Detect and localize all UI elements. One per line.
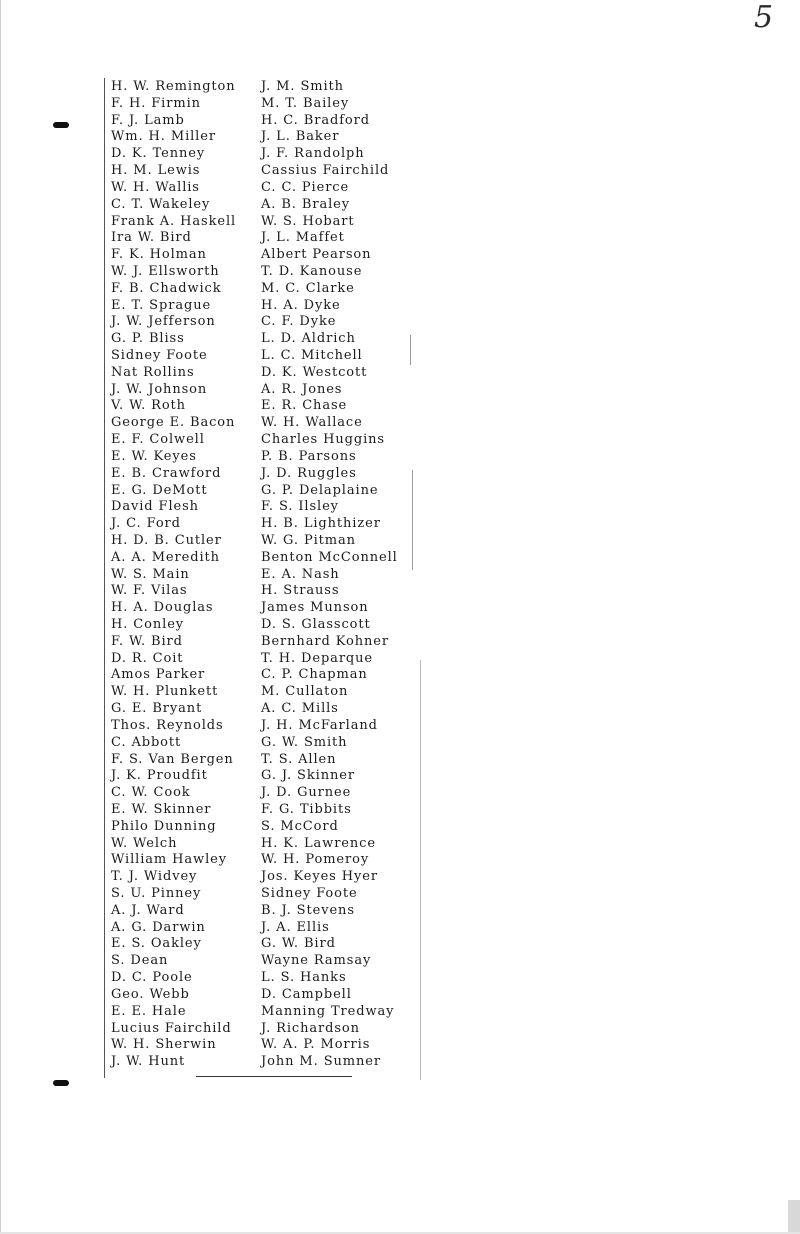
name-entry: E. F. Colwell xyxy=(111,432,205,448)
name-entry: C. W. Cook xyxy=(111,785,191,801)
name-entry: C. T. Wakeley xyxy=(111,196,211,212)
name-entry: W. H. Plunkett xyxy=(111,684,219,700)
name-entry: Cassius Fairchild xyxy=(261,163,390,179)
name-entry: D. K. Westcott xyxy=(261,364,368,380)
name-entry: J. W. Hunt xyxy=(111,1054,186,1070)
name-entry: W. Welch xyxy=(111,835,178,851)
name-entry: G. P. Delaplaine xyxy=(261,482,379,498)
name-entry: W. F. Vilas xyxy=(111,583,188,599)
name-entry: Benton McConnell xyxy=(261,549,398,565)
name-entry: T. D. Kanouse xyxy=(261,263,363,279)
name-entry: E. W. Skinner xyxy=(111,801,212,817)
name-entry: J. F. Randolph xyxy=(261,146,365,162)
name-entry: E. B. Crawford xyxy=(111,465,222,481)
name-entry: H. A. Dyke xyxy=(261,297,341,313)
name-entry: Manning Tredway xyxy=(261,1003,395,1019)
name-entry: G. W. Smith xyxy=(261,734,348,750)
scan-left-edge xyxy=(0,0,1,1234)
name-entry: John M. Sumner xyxy=(261,1054,381,1070)
name-entry: George E. Bacon xyxy=(111,415,236,431)
name-entry: J. M. Smith xyxy=(261,79,344,94)
name-entry: F. H. Firmin xyxy=(111,95,201,111)
name-entry: Bernhard Kohner xyxy=(261,633,389,649)
name-entry: Thos. Reynolds xyxy=(111,717,224,733)
name-entry: Amos Parker xyxy=(111,667,206,683)
name-entry: J. W. Jefferson xyxy=(111,314,216,330)
name-entry: G. W. Bird xyxy=(261,936,336,952)
name-entry: F. B. Chadwick xyxy=(111,280,222,296)
name-entry: D. K. Tenney xyxy=(111,146,206,162)
name-entry: F. S. Ilsley xyxy=(261,499,339,515)
name-entry: J. A. Ellis xyxy=(261,919,330,935)
margin-bullet-mark xyxy=(53,122,69,128)
name-entry: Lucius Fairchild xyxy=(111,1020,232,1036)
scan-corner-shadow xyxy=(788,1200,800,1234)
name-entry: W. S. Main xyxy=(111,566,190,582)
name-entry: W. H. Wallace xyxy=(261,415,363,431)
name-entry: G. P. Bliss xyxy=(111,331,185,347)
name-entry: W. G. Pitman xyxy=(261,532,356,548)
name-entry: J. C. Ford xyxy=(111,516,181,532)
name-entry: W. S. Hobart xyxy=(261,213,355,229)
name-entry: G. J. Skinner xyxy=(261,768,355,784)
name-entry: E. A. Nash xyxy=(261,566,340,582)
name-entry: J. K. Proudfit xyxy=(111,768,208,784)
name-entry: H. C. Bradford xyxy=(261,112,370,128)
name-entry: L. S. Hanks xyxy=(261,970,347,986)
name-entry: L. D. Aldrich xyxy=(261,331,356,347)
name-entry: J. D. Ruggles xyxy=(261,465,357,481)
name-entry: S. U. Pinney xyxy=(111,886,202,901)
name-entry: F. G. Tibbits xyxy=(261,801,352,817)
name-entry: H. Conley xyxy=(111,617,185,632)
name-entry: W. H. Wallis xyxy=(111,179,200,195)
name-entry: J. H. McFarland xyxy=(261,717,378,733)
name-entry: F. S. Van Bergen xyxy=(111,751,234,767)
name-entry: Charles Huggins xyxy=(261,432,385,448)
name-entry: S. McCord xyxy=(261,818,339,834)
name-entry: A. C. Mills xyxy=(261,701,339,717)
name-entry: H. Strauss xyxy=(261,583,340,599)
name-entry: T. J. Widvey xyxy=(111,869,198,885)
name-entry: Ira W. Bird xyxy=(111,230,192,246)
name-entry: C. P. Chapman xyxy=(261,667,368,683)
name-entry: Sidney Foote xyxy=(261,886,358,901)
name-entry: A. J. Ward xyxy=(111,902,185,918)
right-name-column xyxy=(261,79,398,1071)
name-entry: Wm. H. Miller xyxy=(111,129,216,145)
name-entry: Wayne Ramsay xyxy=(261,953,372,969)
name-entry: H. W. Remington xyxy=(111,79,236,94)
name-entry: G. E. Bryant xyxy=(111,701,203,717)
name-entry: A. R. Jones xyxy=(261,381,343,397)
left-column-rule xyxy=(104,78,105,1078)
name-entry: W. H. Sherwin xyxy=(111,1037,217,1053)
name-entry: James Munson xyxy=(261,600,369,616)
name-entry: C. F. Dyke xyxy=(261,314,337,330)
name-entry: T. S. Allen xyxy=(261,751,337,767)
margin-bullet-mark xyxy=(53,1080,69,1086)
name-entry: William Hawley xyxy=(111,852,227,868)
name-entry: Jos. Keyes Hyer xyxy=(261,869,378,885)
right-column-rule xyxy=(420,660,421,1080)
name-entry: V. W. Roth xyxy=(111,398,186,414)
name-entry: F. W. Bird xyxy=(111,633,183,649)
closing-rule xyxy=(196,1076,352,1077)
name-entry: Philo Dunning xyxy=(111,818,217,834)
name-entry: Albert Pearson xyxy=(261,247,372,263)
name-entry: W. H. Pomeroy xyxy=(261,852,370,868)
name-entry: H. B. Lighthizer xyxy=(261,516,381,532)
name-entry: E. S. Oakley xyxy=(111,936,202,952)
name-entry: C. Abbott xyxy=(111,734,182,750)
name-entry: J. D. Gurnee xyxy=(261,785,352,801)
name-entry: A. A. Meredith xyxy=(111,549,220,565)
name-entry: A. B. Braley xyxy=(261,196,350,212)
name-entry: J. Richardson xyxy=(261,1020,360,1036)
name-entry: T. H. Deparque xyxy=(261,650,374,666)
name-entry: Nat Rollins xyxy=(111,364,195,380)
name-entry: M. Cullaton xyxy=(261,684,349,700)
name-entry: H. M. Lewis xyxy=(111,163,201,179)
name-entry: S. Dean xyxy=(111,953,169,969)
name-entry: H. A. Douglas xyxy=(111,600,214,616)
page-number: 5 xyxy=(754,0,774,35)
name-entry: E. W. Keyes xyxy=(111,448,197,464)
name-entry: J. L. Maffet xyxy=(261,230,345,246)
right-column-rule xyxy=(412,470,413,570)
name-entry: C. C. Pierce xyxy=(261,179,350,195)
name-entry: E. R. Chase xyxy=(261,398,348,414)
name-entry: F. K. Holman xyxy=(111,247,207,263)
name-entry: Sidney Foote xyxy=(111,348,208,363)
name-entry: D. S. Glasscott xyxy=(261,617,371,632)
name-entry: Frank A. Haskell xyxy=(111,213,237,229)
name-entry: F. J. Lamb xyxy=(111,112,185,128)
name-entry: J. W. Johnson xyxy=(111,381,208,397)
right-column-rule xyxy=(410,335,411,365)
name-entry: E. G. DeMott xyxy=(111,482,208,498)
left-name-column xyxy=(111,79,236,1071)
name-entry: E. E. Hale xyxy=(111,1003,187,1019)
name-entry: H. D. B. Cutler xyxy=(111,532,222,548)
name-entry: M. T. Bailey xyxy=(261,95,350,111)
name-entry: W. A. P. Morris xyxy=(261,1037,371,1053)
name-entry: Geo. Webb xyxy=(111,986,190,1002)
name-entry: P. B. Parsons xyxy=(261,448,357,464)
name-entry: D. R. Coit xyxy=(111,650,184,666)
name-entry: E. T. Sprague xyxy=(111,297,212,313)
name-entry: David Flesh xyxy=(111,499,199,515)
name-entry: J. L. Baker xyxy=(261,129,340,145)
name-entry: L. C. Mitchell xyxy=(261,348,363,363)
name-entry: B. J. Stevens xyxy=(261,902,355,918)
name-entry: A. G. Darwin xyxy=(111,919,206,935)
name-entry: D. C. Poole xyxy=(111,970,193,986)
name-entry: W. J. Ellsworth xyxy=(111,263,220,279)
name-entry: M. C. Clarke xyxy=(261,280,355,296)
name-entry: H. K. Lawrence xyxy=(261,835,376,851)
name-entry: D. Campbell xyxy=(261,986,352,1002)
